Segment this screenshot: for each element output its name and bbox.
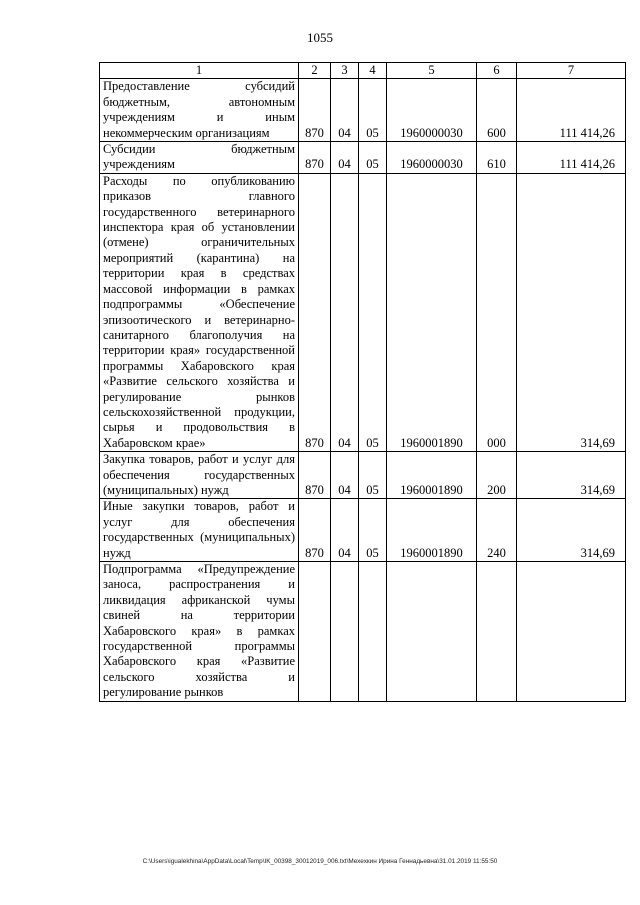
expense-type-code [477, 562, 517, 702]
ministry-code: 870 [299, 452, 331, 499]
ministry-code: 870 [299, 173, 331, 451]
table-row [100, 173, 626, 451]
subsection-code: 05 [359, 452, 387, 499]
ministry-code: 870 [299, 142, 331, 174]
section-code: 04 [331, 142, 359, 174]
subsection-code: 05 [359, 499, 387, 562]
subsection-code: 05 [359, 173, 387, 451]
table-row [100, 452, 626, 499]
table-header-row [100, 63, 626, 79]
expense-type-code: 600 [477, 79, 517, 142]
target-article-code [387, 562, 477, 702]
target-article-code: 1960000030 [387, 79, 477, 142]
column-header: 1 [100, 63, 299, 79]
table-row [100, 499, 626, 562]
row-description: Иные закупки товаров, работ и услуг для обеспечения государственных (муниципальных) нужд [100, 499, 299, 562]
row-description: Расходы по опубликованию приказов главного государственного ветеринарного инспектора края об установлении (отмене) ограничительных мероприятий (карантина) на территории края в средствах массовой информации в рамках подпрограммы «Обеспечение эпизоотического и ветеринарно-санитарного благополучия на территории края» государственной программы Хабаровского края «Развитие сельского хозяйства и регулирование рынков сельскохозяйственной продукции, сырья и продовольствия в Хабаровском крае» [100, 173, 299, 451]
ministry-code: 870 [299, 499, 331, 562]
file-path-footer: C:\Users\igualekhina\AppData\Local\Temp\IK_00398_30012019_006.txt\Мехехкин Ирина Геннадьевна\31.01.2019 11:55:50 [142, 858, 498, 865]
column-header: 5 [387, 63, 477, 79]
column-header: 3 [331, 63, 359, 79]
section-code: 04 [331, 173, 359, 451]
page-number: 1055 [307, 30, 333, 45]
expense-type-code: 000 [477, 173, 517, 451]
target-article-code: 1960000030 [387, 142, 477, 174]
section-code: 04 [331, 452, 359, 499]
amount: 111 414,26 [517, 79, 626, 142]
amount: 111 414,26 [517, 142, 626, 174]
column-header: 4 [359, 63, 387, 79]
amount [517, 562, 626, 702]
target-article-code: 1960001890 [387, 173, 477, 451]
column-header: 6 [477, 63, 517, 79]
expense-type-code: 240 [477, 499, 517, 562]
section-code [331, 562, 359, 702]
amount: 314,69 [517, 173, 626, 451]
section-code: 04 [331, 79, 359, 142]
row-description: Подпрограмма «Предупреждение заноса, распространения и ликвидация африканской чумы свиней на территории Хабаровского края» в рамках государственной программы Хабаровского края «Развитие сельского хозяйства и регулирование рынков [100, 562, 299, 702]
row-description: Субсидии бюджетным учреждениям [100, 142, 299, 174]
subsection-code: 05 [359, 79, 387, 142]
expense-type-code: 200 [477, 452, 517, 499]
column-header: 2 [299, 63, 331, 79]
subsection-code [359, 562, 387, 702]
subsection-code: 05 [359, 142, 387, 174]
table-row [100, 142, 626, 174]
row-description: Предоставление субсидий бюджетным, автономным учреждениям и иным некоммерческим организациям [100, 79, 299, 142]
budget-table [99, 62, 626, 702]
table-row [100, 562, 626, 702]
column-header: 7 [517, 63, 626, 79]
amount: 314,69 [517, 499, 626, 562]
expense-type-code: 610 [477, 142, 517, 174]
ministry-code [299, 562, 331, 702]
row-description: Закупка товаров, работ и услуг для обеспечения государственных (муниципальных) нужд [100, 452, 299, 499]
target-article-code: 1960001890 [387, 499, 477, 562]
table-row [100, 79, 626, 142]
amount: 314,69 [517, 452, 626, 499]
section-code: 04 [331, 499, 359, 562]
ministry-code: 870 [299, 79, 331, 142]
target-article-code: 1960001890 [387, 452, 477, 499]
